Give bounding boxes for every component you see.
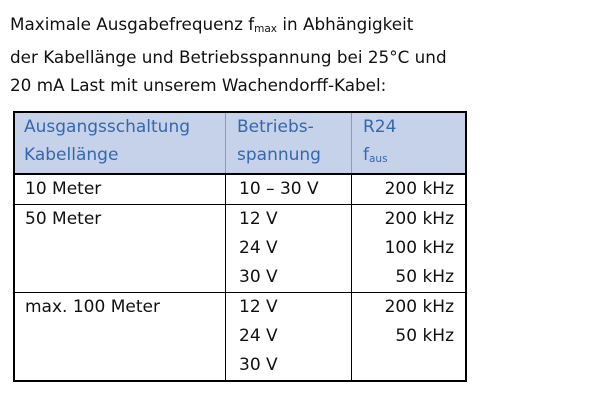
- header-f-out-main: f: [363, 145, 369, 165]
- table-row: [14, 174, 466, 205]
- cable-length-cell: 50 Meter: [25, 209, 102, 229]
- header-voltage: spannung: [226, 141, 352, 174]
- voltage-cell: 12 V: [239, 297, 278, 317]
- intro-line-1: [10, 10, 595, 43]
- intro-line-2: der Kabellänge und Betriebsspannung bei 25°C und: [10, 47, 447, 67]
- header-cable-length: Kabellänge: [14, 141, 226, 174]
- table-row: [14, 205, 466, 293]
- voltage-cell: 12 V: [239, 209, 278, 229]
- voltage-cell: 30 V: [239, 355, 278, 375]
- frequency-table: [13, 111, 467, 382]
- header-r24: R24: [352, 112, 467, 141]
- intro-fmax-subscript: max: [254, 23, 278, 35]
- voltage-cell: 10 – 30 V: [239, 179, 319, 199]
- intro-line-1-start: Maximale Ausgabefrequenz f: [10, 14, 255, 34]
- frequency-cell: 100 kHz: [384, 238, 454, 258]
- frequency-cell: 50 kHz: [395, 267, 454, 287]
- frequency-cell: 200 kHz: [384, 209, 454, 229]
- header-output-circuit: Ausgangsschaltung: [14, 112, 226, 141]
- table-row: [14, 293, 466, 382]
- header-operating: Betriebs-: [226, 112, 352, 141]
- cable-length-cell: 10 Meter: [25, 179, 102, 199]
- cable-length-cell: max. 100 Meter: [25, 297, 160, 317]
- voltage-cell: 24 V: [239, 326, 278, 346]
- table-header-row-2: [14, 141, 466, 174]
- frequency-cell: 200 kHz: [384, 179, 454, 199]
- frequency-cell: 50 kHz: [395, 326, 454, 346]
- voltage-cell: 24 V: [239, 238, 278, 258]
- frequency-cell: 200 kHz: [384, 297, 454, 317]
- table-header-row-1: [14, 112, 466, 141]
- intro-line-3: 20 mA Last mit unserem Wachendorff-Kabel:: [10, 75, 387, 95]
- voltage-cell: 30 V: [239, 267, 278, 287]
- intro-text: [10, 10, 595, 99]
- header-f-out: [352, 141, 467, 174]
- intro-line-1-end: in Abhängigkeit: [277, 14, 414, 34]
- header-f-out-subscript: aus: [369, 153, 388, 165]
